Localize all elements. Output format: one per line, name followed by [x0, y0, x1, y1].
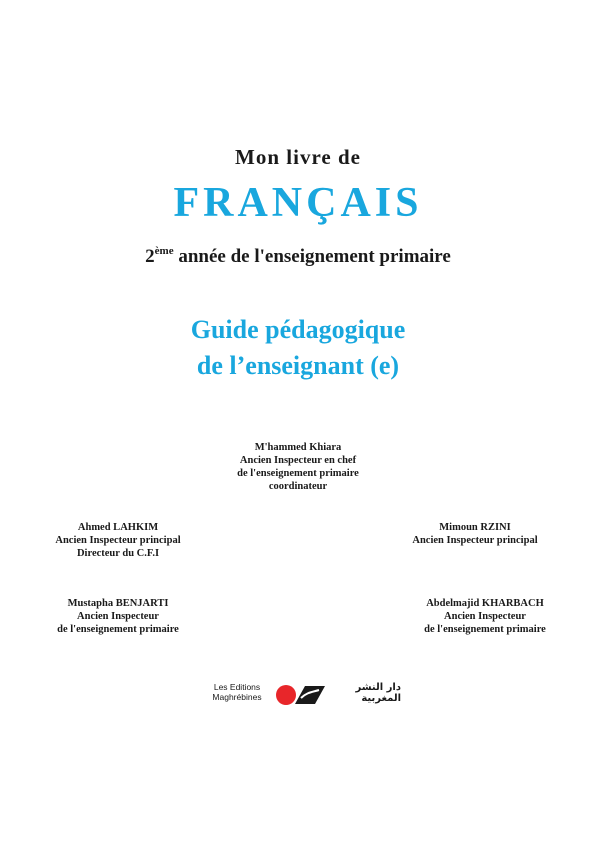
author-rzini [385, 521, 565, 547]
guide-title [0, 312, 596, 384]
guide-title-line1: Guide pédagogique [190, 315, 406, 344]
grade-text: année de l'enseignement primaire [173, 246, 451, 267]
author-benjarti [28, 597, 208, 636]
author-role: coordinateur [268, 481, 328, 492]
author-name: Mimoun RZINI [439, 522, 511, 533]
author-name: Ahmed LAHKIM [77, 522, 159, 533]
author-name: M'hammed Khiara [254, 442, 342, 453]
author-role: de l'enseignement primaire [237, 468, 359, 479]
author-coordinator [198, 441, 398, 493]
author-name: Abdelmajid KHARBACH [426, 598, 544, 609]
publisher-arabic-line1: دار النشر [355, 682, 401, 693]
author-role: Ancien Inspecteur principal [412, 535, 538, 546]
author-kharbach [385, 597, 585, 636]
author-role: Ancien Inspecteur [444, 611, 526, 622]
author-role: de l'enseignement primaire [57, 624, 179, 635]
book-subtitle: Mon livre de [235, 145, 361, 169]
author-role: de l'enseignement primaire [424, 624, 546, 635]
publisher-logo-icon [275, 682, 327, 708]
author-role: Directeur du C.F.I [76, 548, 160, 559]
author-role: Ancien Inspecteur [77, 611, 159, 622]
publisher-name-line2: Maghrébines [212, 692, 262, 702]
publisher-arabic-line2: المغربية [361, 693, 401, 704]
author-role: Ancien Inspecteur principal [55, 535, 181, 546]
publisher-arabic-name [331, 682, 401, 704]
publisher-name-line1: Les Editions [213, 682, 261, 692]
author-name: Mustapha BENJARTI [67, 598, 169, 609]
publisher-block [205, 682, 405, 708]
grade-number: 2 [145, 246, 155, 267]
book-title: FRANÇAIS [173, 180, 423, 226]
grade-level [0, 246, 596, 268]
publisher-name [205, 682, 269, 702]
guide-title-line2: de l’enseignant (e) [196, 351, 400, 380]
grade-superscript: ème [154, 245, 174, 257]
author-role: Ancien Inspecteur en chef [239, 455, 357, 466]
author-lahkim [28, 521, 208, 560]
